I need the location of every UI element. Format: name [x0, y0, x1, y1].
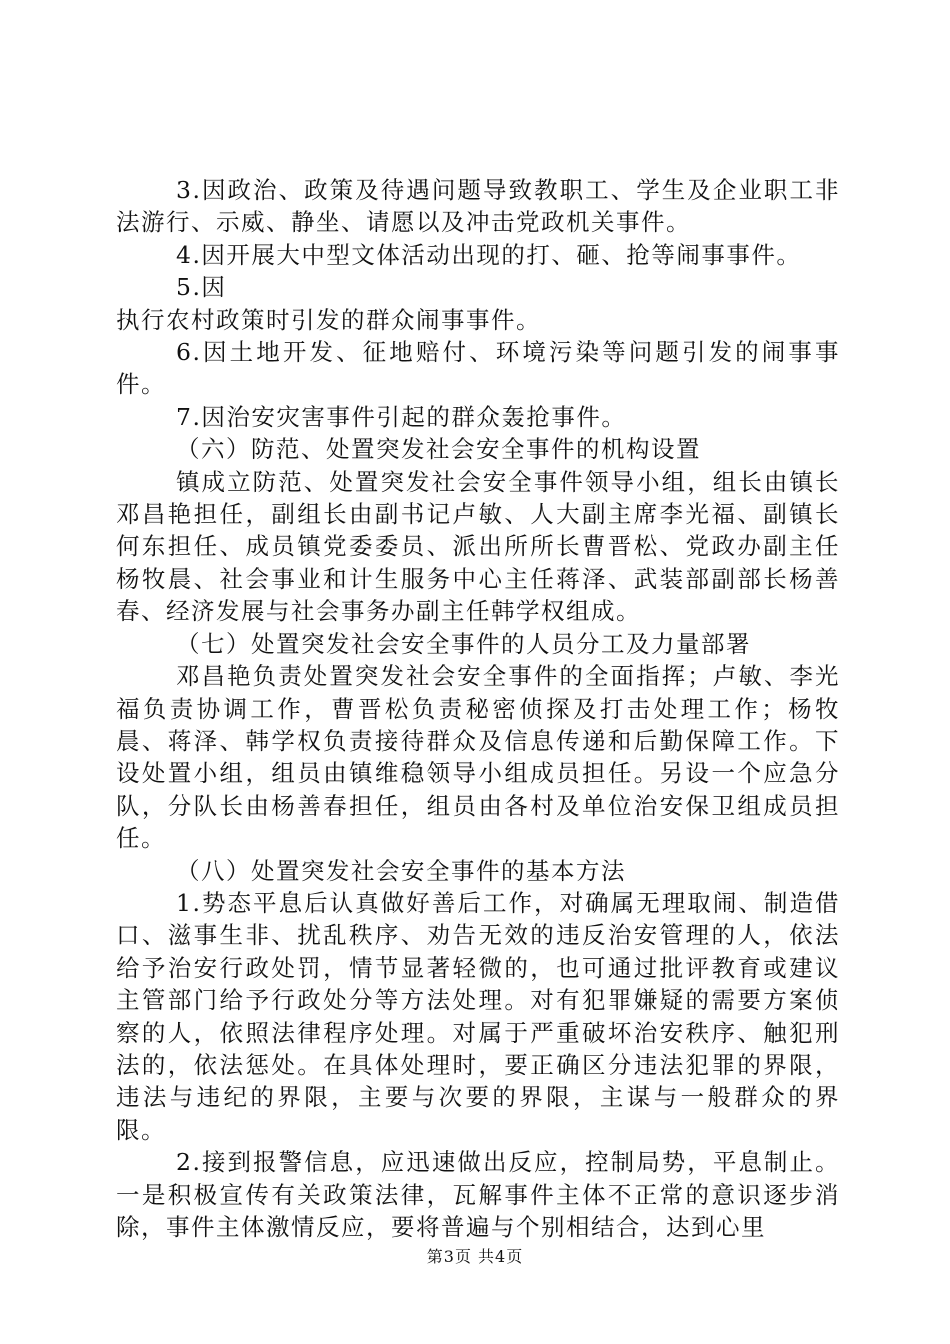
paragraph: 6.因土地开发、征地赔付、环境污染等问题引发的闹事事件。: [116, 338, 840, 399]
paragraph: 邓昌艳负责处置突发社会安全事件的全面指挥；卢敏、李光福负责协调工作，曹晋松负责秘密侦探及打击处理工作；杨牧晨、蒋泽、韩学权负责接待群众及信息传递和后勤保障工作。下设处置小组，组员由镇维稳领导小组成员担任。另设一个应急分队，分队长由杨善春担任，组员由各村及单位治安保卫组成员担任。: [116, 662, 840, 853]
paragraph: 5.因: [176, 273, 227, 302]
section-heading: （七）处置突发社会安全事件的人员分工及力量部署: [176, 629, 751, 658]
paragraph: 2.接到报警信息，应迅速做出反应，控制局势，平息制止。一是积极宣传有关政策法律，瓦解事件主体不正常的意识逐步消除，事件主体激情反应，要将普遍与个别相结合，达到心里: [116, 1148, 840, 1241]
document-body: [116, 174, 840, 1243]
page-footer: 第3页 共4页: [426, 1247, 524, 1266]
section-heading: （八）处置突发社会安全事件的基本方法: [176, 856, 626, 885]
paragraph: 4.因开展大中型文体活动出现的打、砸、抢等闹事事件。: [176, 240, 802, 269]
paragraph: 执行农村政策时引发的群众闹事事件。: [116, 305, 541, 334]
paragraph: 3.因政治、政策及待遇问题导致教职工、学生及企业职工非法游行、示威、静坐、请愿以及冲击党政机关事件。: [116, 176, 840, 237]
section-heading: （六）防范、处置突发社会安全事件的机构设置: [176, 435, 701, 464]
paragraph: 镇成立防范、处置突发社会安全事件领导小组，组长由镇长邓昌艳担任，副组长由副书记卢敏、人大副主席李光福、副镇长何东担任、成员镇党委委员、派出所所长曹晋松、党政办副主任杨牧晨、社会事业和计生服务中心主任蒋泽、武装部副部长杨善春、经济发展与社会事务办副主任韩学权组成。: [116, 467, 840, 626]
paragraph: 7.因治安灾害事件引起的群众轰抢事件。: [176, 402, 627, 431]
paragraph: 1.势态平息后认真做好善后工作，对确属无理取闹、制造借口、滋事生非、扰乱秩序、劝告无效的违反治安管理的人，依法给予治安行政处罚，情节显著轻微的，也可通过批评教育或建议主管部门给予行政处分等方法处理。对有犯罪嫌疑的需要方案侦察的人，依照法律程序处理。对属于严重破坏治安秩序、触犯刑法的，依法惩处。在具体处理时，要正确区分违法犯罪的界限，违法与违纪的界限，主要与次要的界限，主谋与一般群众的界限。: [116, 888, 840, 1144]
